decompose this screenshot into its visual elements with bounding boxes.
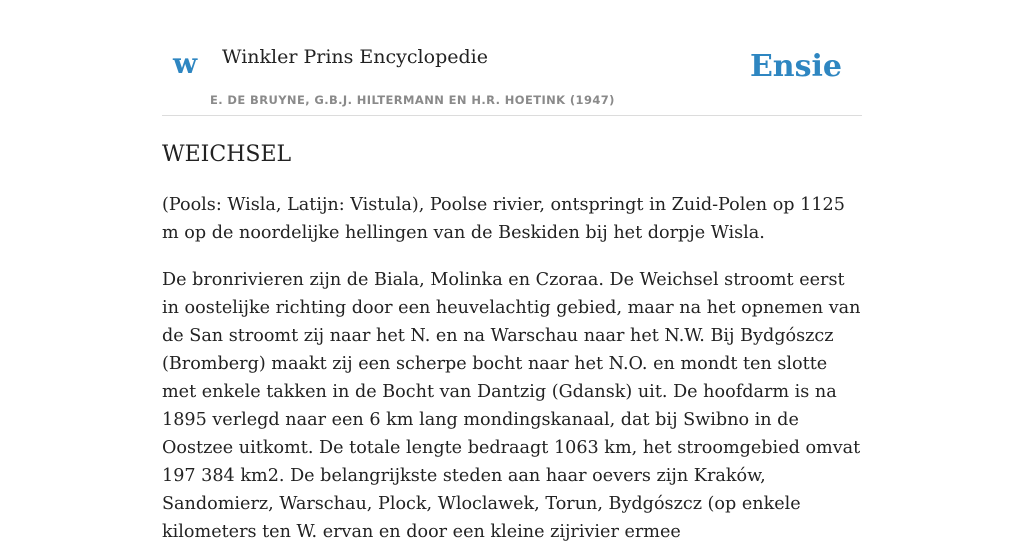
article-title: WEICHSEL bbox=[162, 142, 292, 167]
source-authors: E. DE BRUYNE, G.B.J. HILTERMANN EN H.R. HOETINK (1947) bbox=[210, 93, 615, 107]
ensie-logo[interactable]: Ensie bbox=[749, 49, 842, 84]
winkler-prins-logo-icon[interactable]: w bbox=[173, 47, 198, 80]
article-paragraph-intro: (Pools: Wisla, Latijn: Vistula), Poolse rivier, ontspringt in Zuid-Polen op 1125 m op de noordelijke hellingen van de Beskiden bij het dorpje Wisla. bbox=[162, 195, 845, 244]
page bbox=[162, 0, 862, 546]
source-title[interactable]: Winkler Prins Encyclopedie bbox=[222, 46, 488, 68]
article-paragraph-body: De bronrivieren zijn de Biala, Molinka en Czoraa. De Weichsel stroomt eerst in oostelijke richting door een heuvelachtig gebied, maar na het opnemen van de San stroomt zij naar het N. en na Warschau naar het N.W. Bij Bydgószcz (Bromberg) maakt zij een scherpe bocht naar het N.O. en mondt ten slotte met enkele takken in de Bocht van Dantzig (Gdansk) uit. De hoofdarm is na 1895 verlegd naar een 6 km lang mondingskanaal, dat bij Swibno in de Oostzee uitkomt. De totale lengte bedraagt 1063 km, het stroomgebied omvat 197 384 km2. De belangrijkste steden aan haar oevers zijn Kraków, Sandomierz, Warschau, Plock, Wloclawek, Torun, Bydgószcz (op enkele kilometers ten W. ervan en door een kleine zijrivier ermee bbox=[162, 270, 861, 543]
site-header bbox=[162, 0, 862, 116]
